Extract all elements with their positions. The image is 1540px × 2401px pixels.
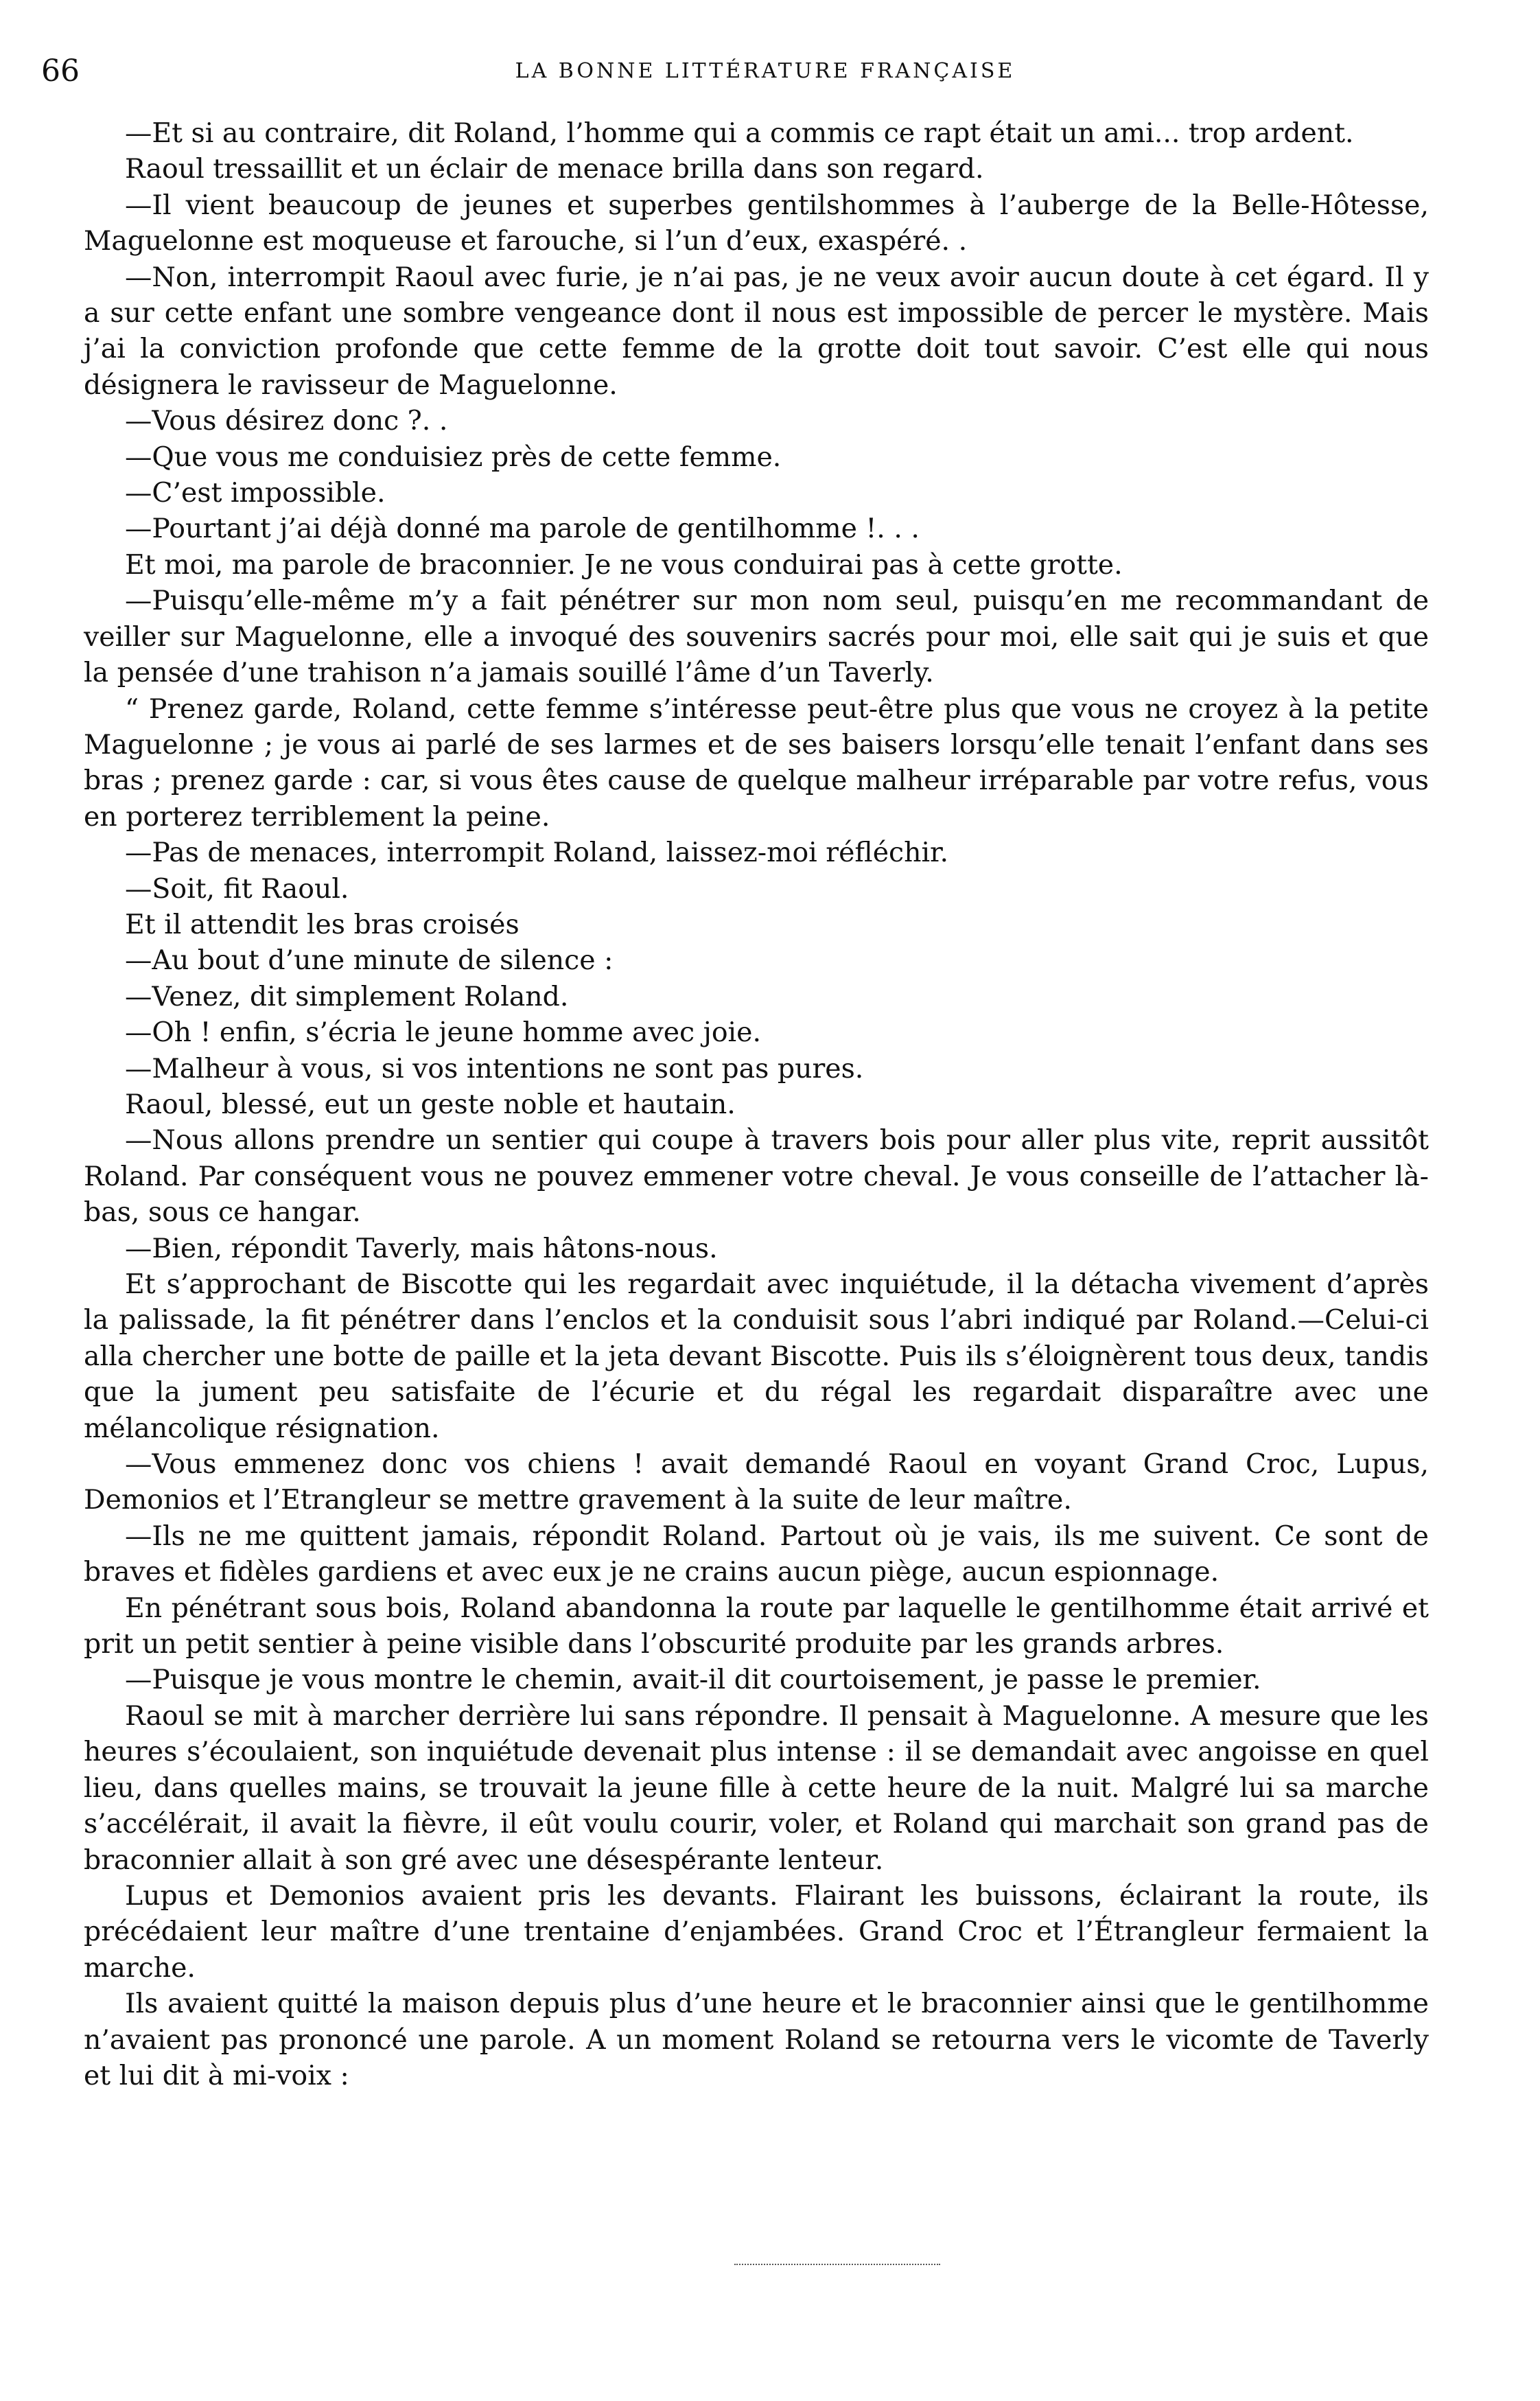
paragraph: Et moi, ma parole de braconnier. Je ne vous conduirai pas à cette grotte. bbox=[125, 548, 1123, 581]
paragraph: —Vous emmenez donc vos chiens ! avait demandé Raoul en voyant Grand Croc, Lupus, Demonios et l’Etrangleur se mettre gravement à la suite de leur maître. bbox=[84, 1448, 1429, 1516]
paragraph: —Il vient beaucoup de jeunes et superbes gentilshommes à l’auberge de la Belle-Hôtesse, Maguelonne est moqueuse et farouche, si l’un d’eux, exaspéré. . bbox=[84, 189, 1429, 257]
paragraph: —Pourtant j’ai déjà donné ma parole de gentilhomme !. . . bbox=[125, 513, 920, 545]
running-title: LA BONNE LITTÉRATURE FRANÇAISE bbox=[515, 59, 1016, 83]
paragraph: Et il attendit les bras croisés bbox=[125, 908, 520, 940]
paragraph: —Bien, répondit Taverly, mais hâtons-nous. bbox=[125, 1232, 718, 1264]
page-header bbox=[41, 54, 1489, 95]
paragraph: —Malheur à vous, si vos intentions ne sont pas pures. bbox=[125, 1052, 864, 1084]
page-number: 66 bbox=[41, 54, 80, 89]
paragraph: Lupus et Demonios avaient pris les devants. Flairant les buissons, éclairant la route, ils précédaient leur maître d’une trentaine d’enjambées. Grand Croc et l’Étrangleur fermaient la marche. bbox=[84, 1879, 1429, 1984]
paragraph: —Puisqu’elle-même m’y a fait pénétrer sur mon nom seul, puisqu’en me recommandant de veiller sur Maguelonne, elle a invoqué des souvenirs sacrés pour moi, elle sait qui je suis et que la pensée d’une trahison n’a jamais souillé l’âme d’un Taverly. bbox=[84, 585, 1429, 689]
paragraph: —Soit, fit Raoul. bbox=[125, 872, 349, 905]
paragraph: —Nous allons prendre un sentier qui coupe à travers bois pour aller plus vite, reprit aussitôt Roland. Par conséquent vous ne pouvez emmener votre cheval. Je vous conseille de l’attacher là-bas, sous ce hangar. bbox=[84, 1124, 1429, 1229]
paragraph: —Que vous me conduisiez près de cette femme. bbox=[125, 441, 782, 473]
paragraph: —Venez, dit simplement Roland. bbox=[125, 980, 569, 1012]
paragraph: —Au bout d’une minute de silence : bbox=[125, 944, 614, 977]
paragraph: En pénétrant sous bois, Roland abandonna la route par laquelle le gentilhomme était arrivé et prit un petit sentier à peine visible dans l’obscurité produite par les grands arbres. bbox=[84, 1592, 1429, 1660]
paragraph: —C’est impossible. bbox=[125, 477, 386, 509]
paragraph: —Ils ne me quittent jamais, répondit Roland. Partout où je vais, ils me suivent. Ce sont de braves et fidèles gardiens et avec eux je ne crains aucun piège, aucun espionnage. bbox=[84, 1520, 1429, 1588]
trailing-dotted-rule bbox=[734, 2264, 940, 2265]
paragraph: —Vous désirez donc ?. . bbox=[125, 405, 448, 437]
paragraph: —Non, interrompit Raoul avec furie, je n’ai pas, je ne veux avoir aucun doute à cet égard. Il y a sur cette enfant une sombre vengeance dont il nous est impossible de percer le mystère. Mais j’ai la conviction profonde que cette femme de la grotte doit tout savoir. C’est elle qui nous désignera le ravisseur de Maguelonne. bbox=[84, 261, 1429, 401]
paragraph: “ Prenez garde, Roland, cette femme s’intéresse peut-être plus que vous ne croyez à la petite Maguelonne ; je vous ai parlé de ses larmes et de ses baisers lorsqu’elle tenait l’enfant dans ses bras ; prenez garde : car, si vous êtes cause de quelque malheur irréparable par votre refus, vous en porterez terriblement la peine. bbox=[84, 693, 1429, 833]
paragraph: —Et si au contraire, dit Roland, l’homme qui a commis ce rapt était un ami... trop ardent. bbox=[125, 117, 1354, 149]
paragraph: Raoul tressaillit et un éclair de menace brilla dans son regard. bbox=[125, 153, 984, 185]
paragraph: —Oh ! enfin, s’écria le jeune homme avec joie. bbox=[125, 1017, 761, 1049]
paragraph: Ils avaient quitté la maison depuis plus d’une heure et le braconnier ainsi que le gentilhomme n’avaient pas prononcé une parole. A un moment Roland se retourna vers le vicomte de Taverly et lui dit à mi-voix : bbox=[84, 1988, 1429, 2091]
paragraph: Et s’approchant de Biscotte qui les regardait avec inquiétude, il la détacha vivement d’après la palissade, la fit pénétrer dans l’enclos et la conduisit sous l’abri indiqué par Roland.—Celui-ci alla chercher une botte de paille et la jeta devant Biscotte. Puis ils s’éloignèrent tous deux, tandis que la jument peu satisfaite de l’écurie et du régal les regardait disparaître avec une mélancolique résignation. bbox=[84, 1268, 1429, 1444]
body-text bbox=[84, 115, 1429, 2093]
paragraph: —Pas de menaces, interrompit Roland, laissez-moi réfléchir. bbox=[125, 837, 949, 869]
paragraph: Raoul, blessé, eut un geste noble et hautain. bbox=[125, 1088, 736, 1120]
paragraph: —Puisque je vous montre le chemin, avait-il dit courtoisement, je passe le premier. bbox=[125, 1664, 1261, 1696]
paragraph: Raoul se mit à marcher derrière lui sans répondre. Il pensait à Maguelonne. A mesure que les heures s’écoulaient, son inquiétude devenait plus intense : il se demandait avec angoisse en quel lieu, dans quelles mains, se trouvait la jeune fille à cette heure de la nuit. Malgré lui sa marche s’accélérait, il avait la fièvre, il eût voulu courir, voler, et Roland qui marchait son grand pas de braconnier allait à son gré avec une désespérante lenteur. bbox=[84, 1700, 1429, 1876]
